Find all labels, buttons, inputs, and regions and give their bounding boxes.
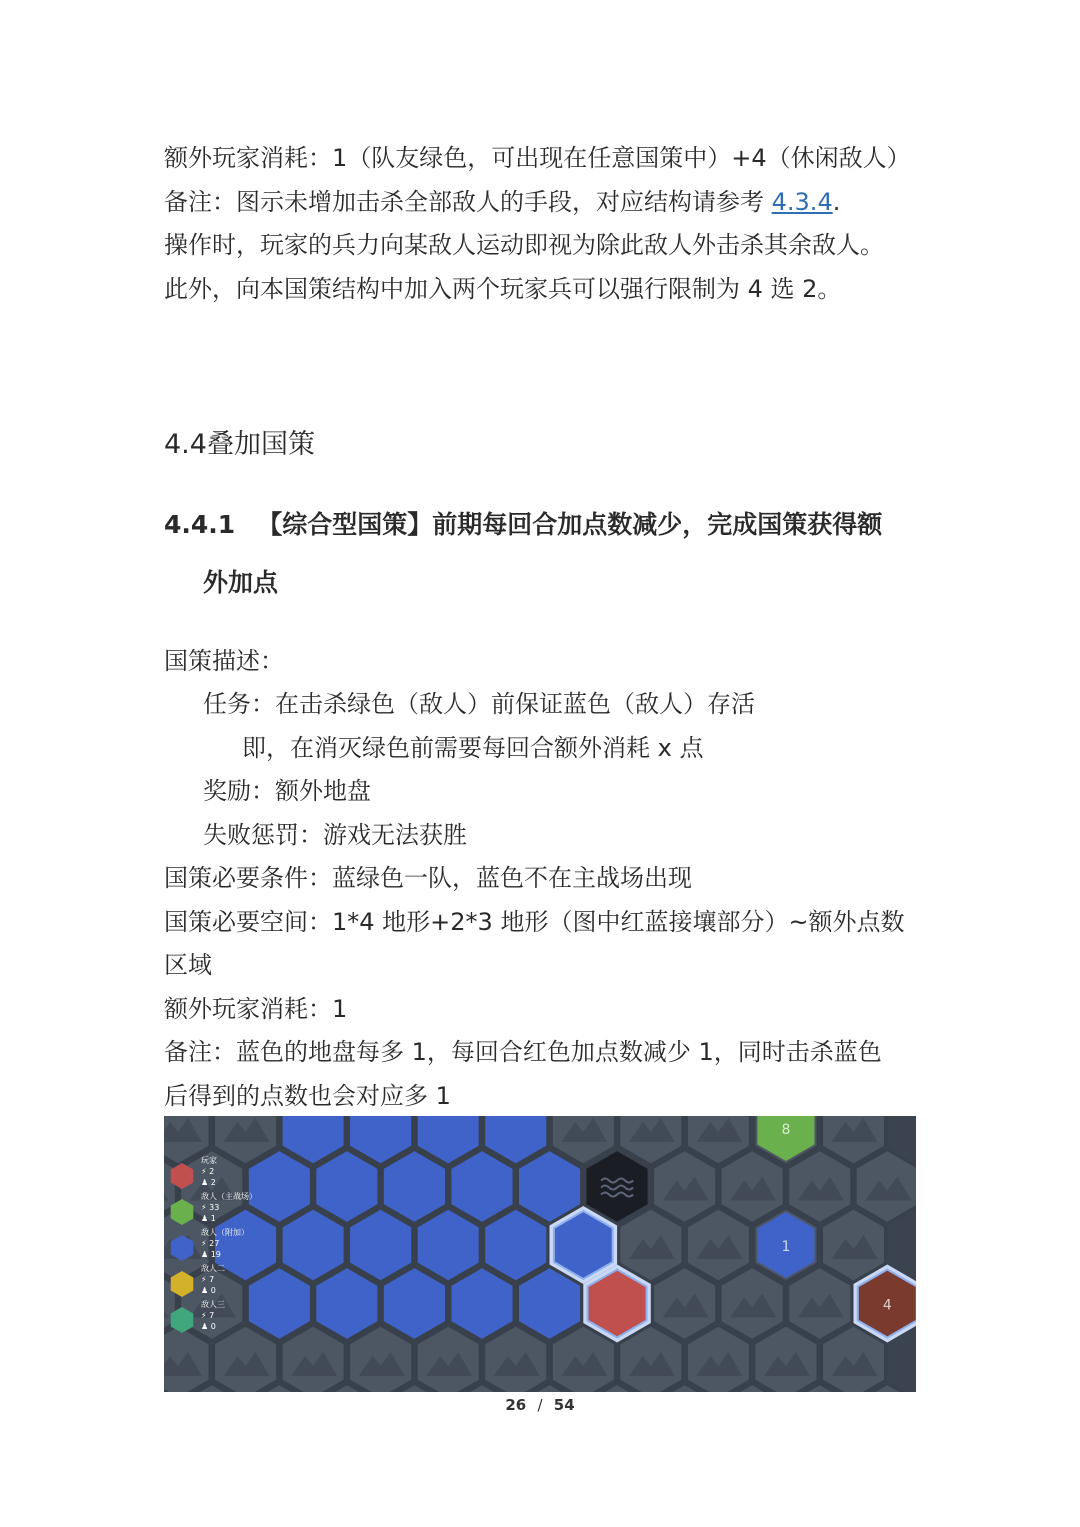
map-hex[interactable] [619, 1208, 683, 1282]
legend-power: ⚡ 7 [201, 1311, 215, 1320]
policy-description-label: 国策描述： [164, 647, 284, 675]
page-footer [0, 1396, 1080, 1414]
task-line: 任务：在击杀绿色（敌人）前保证蓝色（敌人）存活 [203, 690, 755, 718]
green-enemy-hex-label: 8 [781, 1122, 791, 1138]
page-total: 54 [553, 1396, 575, 1414]
note-line-cont: 后得到的点数也会对应多 1 [164, 1082, 451, 1110]
legend-count: ♟ 1 [201, 1214, 216, 1223]
map-hex[interactable] [822, 1208, 886, 1282]
blue-territory-hex[interactable] [315, 1267, 379, 1341]
blue-territory-hex[interactable] [518, 1150, 582, 1224]
map-hex[interactable] [653, 1150, 717, 1224]
condition-line: 国策必要条件：蓝绿色一队，蓝色不在主战场出现 [164, 864, 692, 892]
legend-count: ♟ 2 [201, 1178, 216, 1187]
legend-power: ⚡ 2 [201, 1167, 215, 1176]
paragraph-extra: 此外，向本国策结构中加入两个玩家兵可以强行限制为 4 选 2。 [164, 275, 842, 303]
note-line: 备注：蓝色的地盘每多 1，每回合红色加点数减少 1，同时击杀蓝色 [164, 1038, 882, 1066]
paragraph-operation: 操作时，玩家的兵力向某敌人运动即视为除此敌人外击杀其余敌人。 [164, 231, 884, 259]
reference-link[interactable]: 4.3.4 [771, 188, 833, 216]
map-hex[interactable] [686, 1208, 750, 1282]
brown-enemy-hex-label: 4 [882, 1297, 892, 1314]
task-detail-line: 即，在消灭绿色前需要每回合额外消耗 x 点 [242, 734, 704, 762]
blue-territory-hex[interactable] [484, 1208, 548, 1282]
legend-power: ⚡ 7 [201, 1275, 215, 1284]
legend-name: 玩家 [201, 1156, 217, 1165]
map-hex[interactable] [855, 1150, 916, 1224]
blue-territory-hex[interactable] [450, 1267, 514, 1341]
reward-line: 奖励：额外地盘 [203, 777, 371, 805]
section-heading: 4.4叠加国策 [164, 429, 315, 460]
map-hex[interactable] [720, 1267, 784, 1341]
game-map-figure [164, 1116, 916, 1392]
map-hex[interactable] [720, 1150, 784, 1224]
legend-name: 敌人三 [201, 1300, 225, 1309]
hex-map [164, 1116, 916, 1392]
map-hex[interactable] [653, 1267, 717, 1341]
space-line: 国策必要空间：1*4 地形+2*3 地形（图中红蓝接壤部分）~额外点数 [164, 908, 905, 936]
subsection-title-cont: 外加点 [203, 568, 279, 597]
map-hex[interactable] [788, 1267, 852, 1341]
note-text-end: . [832, 188, 841, 216]
blue-territory-hex[interactable] [247, 1267, 311, 1341]
legend-name: 敌人二 [201, 1264, 225, 1273]
blue-territory-hex[interactable] [450, 1150, 514, 1224]
blue-territory-hex[interactable] [382, 1267, 446, 1341]
subsection-number: 4.4.1 [164, 510, 236, 539]
paragraph-extra-cost: 额外玩家消耗：1（队友绿色，可出现在任意国策中）+4（休闲敌人） [164, 144, 911, 172]
blue-territory-hex[interactable] [315, 1150, 379, 1224]
penalty-line: 失败惩罚：游戏无法获胜 [203, 821, 467, 849]
note-text: 备注：图示未增加击杀全部敌人的手段，对应结构请参考 [164, 188, 772, 216]
subsection-title: 【综合型国策】前期每回合加点数减少，完成国策获得额 [257, 510, 883, 539]
extra-cost-line: 额外玩家消耗：1 [164, 995, 348, 1023]
map-hex[interactable] [788, 1150, 852, 1224]
space-line-cont: 区域 [164, 951, 212, 979]
legend-count: ♟ 19 [201, 1250, 221, 1259]
blue-territory-hex[interactable] [281, 1208, 345, 1282]
blue-territory-hex[interactable] [518, 1267, 582, 1341]
legend-name: 敌人（主战场） [201, 1192, 257, 1201]
blue-territory-hex[interactable] [416, 1208, 480, 1282]
page-separator: / [537, 1396, 543, 1414]
blue-enemy-hex-label: 1 [781, 1239, 791, 1255]
legend-count: ♟ 0 [201, 1322, 216, 1331]
paragraph-note [164, 187, 840, 217]
subsection-heading [164, 508, 882, 542]
legend-power: ⚡ 33 [201, 1203, 220, 1212]
blue-territory-hex[interactable] [349, 1208, 413, 1282]
legend-power: ⚡ 27 [201, 1239, 220, 1248]
legend-count: ♟ 0 [201, 1286, 216, 1295]
blue-territory-hex[interactable] [382, 1150, 446, 1224]
page-number: 26 [505, 1396, 527, 1414]
legend-name: 敌人（附加） [201, 1228, 249, 1237]
blue-territory-hex[interactable] [247, 1150, 311, 1224]
